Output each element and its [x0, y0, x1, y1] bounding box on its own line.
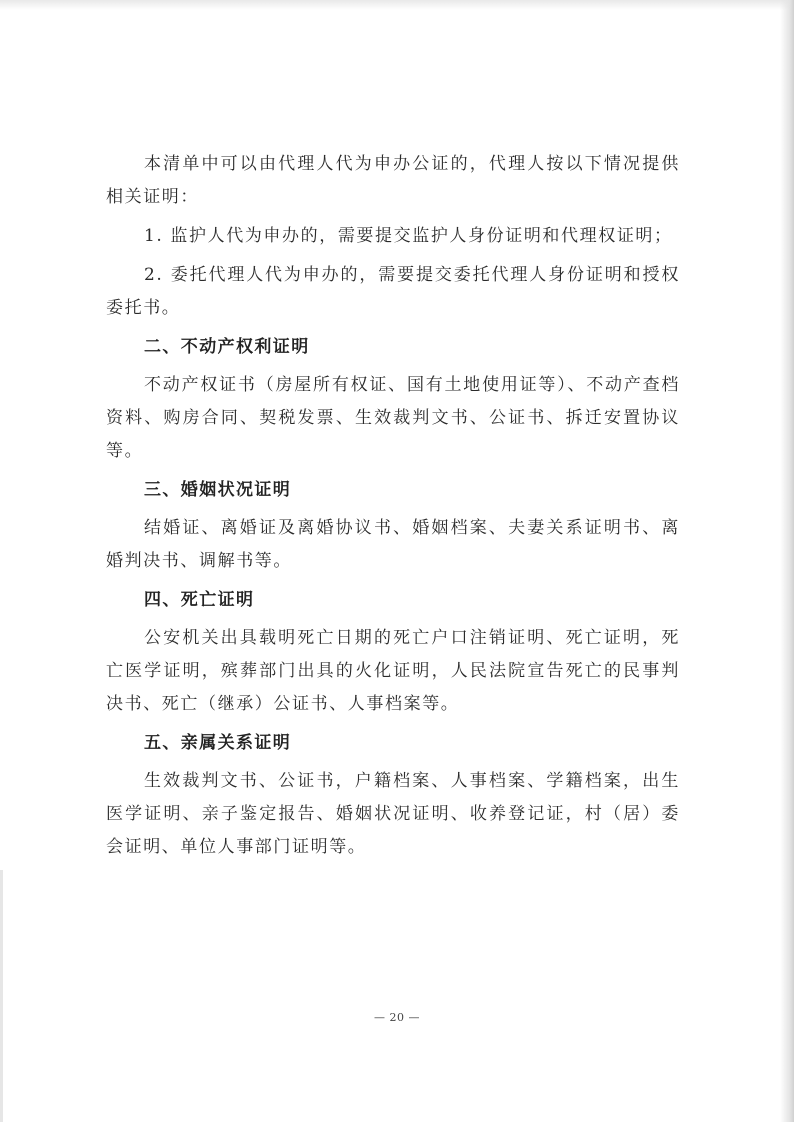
intro-paragraph: 本清单中可以由代理人代为申办公证的，代理人按以下情况提供相关证明：	[106, 154, 680, 207]
section-body-kinship: 生效裁判文书、公证书，户籍档案、人事档案、学籍档案，出生医学证明、亲子鉴定报告、婚姻状况证明、收养登记证，村（居）委会证明、单位人事部门证明等。	[106, 771, 680, 857]
section-heading-marital-status: 三、婚姻状况证明	[144, 480, 292, 500]
section-body-real-estate: 不动产权证书（房屋所有权证、国有土地使用证等）、不动产查档资料、购房合同、契税发票、生效裁判文书、公证书、拆迁安置协议等。	[106, 375, 680, 461]
scan-edge-top	[0, 0, 794, 10]
section-body-marital-status: 结婚证、离婚证及离婚协议书、婚姻档案、夫妻关系证明书、离婚判决书、调解书等。	[106, 518, 680, 571]
section-heading-real-estate: 二、不动产权利证明	[144, 337, 310, 357]
scan-edge-left	[0, 870, 3, 1122]
guardian-item: 1. 监护人代为申办的，需要提交监护人身份证明和代理权证明；	[144, 226, 673, 246]
section-body-death: 公安机关出具载明死亡日期的死亡户口注销证明、死亡证明，死亡医学证明，殡葬部门出具的火化证明，人民法院宣告死亡的民事判决书、死亡（继承）公证书、人事档案等。	[106, 628, 680, 714]
section-heading-death: 四、死亡证明	[144, 590, 255, 610]
document-page	[106, 148, 680, 864]
entrusted-agent-item: 2. 委托代理人代为申办的，需要提交委托代理人身份证明和授权委托书。	[106, 265, 680, 318]
page-number: — 20 —	[374, 1011, 420, 1024]
scan-edge-right	[780, 0, 794, 1122]
section-heading-kinship: 五、亲属关系证明	[144, 733, 292, 753]
